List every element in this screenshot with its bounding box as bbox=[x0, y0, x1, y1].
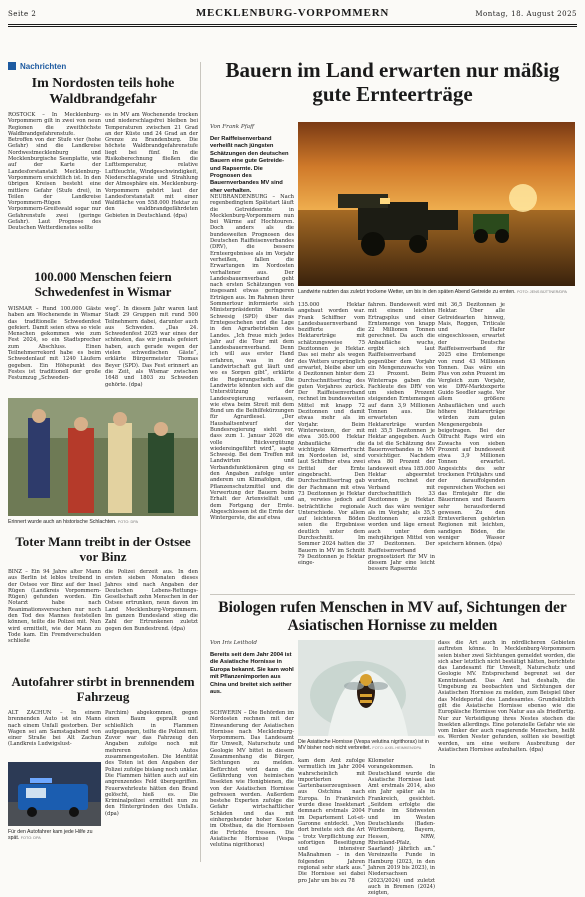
headline-binz: Toter Mann treibt in der Ostsee vor Binz bbox=[15, 534, 191, 564]
header-rule-thin bbox=[8, 26, 577, 27]
article-ernte-col4: mit 36,5 Dezitonnen je Hektar. Über alle Getreidearten hinweg, Mais, Roggen, Triticale und Hafer eingeschlossen, erwartet der Deutsche Raiffeisenverband für 2025 eine Erntemenge von rund 43 Millionen Tonnen. Das wäre ein Plus von zehn Prozent im Vergleich zum Vorjahr, wie DRV-Marktexperte Guido Seedler sagte. Vor allem größere Anbauflächen und auch höhere Hektarerträge würden zum guten Mengenergebnis beigetragen. Bei der Ölfrucht Raps wird ein Zuwachs von sieben Prozent auf bundesweit etwa 3,9 Millionen Tonnen erwartet. Angesichts des sehr trockenen Frühjahrs und der darauffolgenden regenreichen Wochen sei das Erntejahr für die Bäuerinnen und Bauern sehr herausfordernd gewesen. Zu den Ernteverlieren gehörten Regionen mit leichten, sandigen Böden, die weniger Wasser speichern können. (dpa) bbox=[438, 302, 505, 548]
photo-schwedenfest bbox=[8, 398, 198, 516]
photo-ernte bbox=[298, 122, 575, 286]
article-hornisse-col1: SCHWERIN – Die Behörden im Nordosten rechnen mit der Einwanderung der Asiatischen Hornisse nach Mecklenburg-Vorpommern. Das Landesamt für Umwelt, Naturschutz und Geologie MV bittet in diesem Zusammenhang die Bürger, Sichtungen zu melden. Befürchtet wird dann die Gefährdung von heimischen Insekten wie Honigbienen, die von der Asiatischen Hornisse gefressen werden. Außerdem bestehe Experten zufolge die Gefahr wirtschaftlicher Schäden und das mit einhergehender hoher Kosten im Obstbau, da die Hornissen die Früchte fressen. Die Asiatische Hornisse (Vespa velutina nigrithorax) bbox=[210, 710, 294, 849]
article-schwedenfest-col2: weg“. In diesem Jahr waren laut Stadt 29 Gruppen mit rund 500 Teilnehmern dabei, darunter auch aus Schweden. „Das 24. Schwedenfest 2025 war eines der schönsten, das wir jemals gefeiert haben, auch gerade wegen der vielen schwedischen Gäste“, erklärte Bürgermeister Thomas Beyer (SPD). Das Fest erinnert an die Zeit, als Wismar zwischen 1648 und 1803 zu Schweden gehörte. (dpa) bbox=[105, 306, 198, 388]
caption-ernte: Landwirte nutzten das zuletzt trockene Wetter, um bis in den späten Abend Getreide zu ernten. FOTO: JENS BÜTTNER/DPA bbox=[298, 289, 567, 295]
photo-hornisse bbox=[298, 640, 435, 736]
article-schwedenfest-col1: WISMAR – Rund 100.000 Gäste haben am Wochenende in Wismar das traditionelle Schwedenfest gefeiert. Damit seien etwa so viele Menschen gekommen wie zum Fest 2024, so ein Stadtsprecher zum Abschluss. Einen Teilnehmerrekord habe es beim Schwedenlauf mit 1240 Läufern gegeben. Ein Höhepunkt des Festes ist traditionell der große Festumzug „Schweden- bbox=[8, 306, 101, 382]
headline-ernte: Bauern im Land erwarten nur mäßig gute Ernteerträge bbox=[225, 58, 560, 106]
article-ernte-col2: 135.000 Hektar angebaut worden war. Frank Schiffner vom Landesbauernverband bezifferte die Hektarerträge mit schätzungsweise 75 Dezitonnen je Hektar. Das sei mehr als wegen des Wetters ursprünglich erwartet, bleibe aber um 4 Dezitonnen hinter dem Durchschnittsertrag des guten Vorjahres zurück. Der Raiffeisenverband rechnet im bundesweiten Mittel mit knapp 72 Dezitonnen und damit etwas mehr als im Vorjahr. Beim Winterweizen, der mit etwa 305.000 Hektar Anbaufläche die wichtigste Körnerfrucht im Nordosten ist, sind laut Schiffner etwa zwei Drittel der Ernte eingebracht. Den Durchschnittsertrag gab der Fachmann mit etwa 73 Dezitonnen je Hektar an, verwies jedoch auf beträchtliche regionale Unterschiede. Vor allem auf leichteren Böden seien die Ergebnisse deutlich unter dem Durchschnitt. Im Sommer 2024 hatten die Bauern in MV im Schnitt 79 Dezitonnen je Hektar einge- bbox=[298, 302, 365, 567]
headline-autofahrer: Autofahrer stirbt in brennendem Fahrzeug bbox=[11, 674, 195, 704]
article-autofahrer-col2: Parchim) abgekommen, gegen einen Baum geprallt und schließlich in Flammen aufgegangen, teilte die Polizei mit. Zuvor war das Fahrzeug den Angaben zufolge noch mit mehreren Autos zusammengestoßen. Die Identität des Toten ist den Angaben der Polizei zufolge bislang noch unklar. Die Flammen hätten auch auf ein angrenzendes Feld übergegriffen. Feuerwehrleute hätten den Brand gelöscht, hieß es. Die Kriminalpolizei ermittelt nun zu den Hintergründen des Unfalls. (dpa) bbox=[105, 710, 198, 817]
article-hornisse-col2: kam dem Amt zufolge vermutlich im Jahr 2004 wahrscheinlich mit importierten Gartenbauerzeugnissen aus Ostchina nach Europa. In Frankreich wurde diese Insektenart demnach erstmals 2004 im Departement Lot-et-Garonne entdeckt. „Von dort breitete sich die Art – trotz Verpflichtung zur sofortigen Beseitigung und intensiver Maßnahmen – in den folgenden Jahren regional sehr stark aus.“ Die Hornisse sei dabei pro Jahr um bis zu 78 bbox=[298, 758, 365, 884]
article-binz-col2: die Polizei derzeit aus. In den ersten sieben Monaten dieses Jahres sind nach Angaben der Deutschen Lebens-Rettungs-Gesellschaft zehn Menschen in der Ostsee ertrunken, neun davon im Land Mecklenburg-Vorpommern. Im ganzen Bundesland stieg die Zahl der Ertrunkenen zuletzt gegen den Bundestrend. (dpa) bbox=[105, 569, 198, 632]
article-hornisse-col4: dass die Art auch in nördlicheren Gebieten auftreten könne. In Mecklenburg-Vorpommern seien bisher zwei Sichtungen gemeldet worden, die sich aber letztlich nicht bestätigt hätten, berichtete das Landesamt für Umwelt, Naturschutz und Geologie MV. Entsprechend begrenzt sei der Kenntnisstand. Das Amt hat deshalb, die Umgebung zu beobachten und Sichtungen der Asiatischen Hornisse zu melden, zum Beispiel über das Meldeportal des Landesamtes. Grundsätzlich gilt die Asiatische Hornisse ebenso wie die Europäische Hornisse von Natur aus als friedfertig. Nur zur Verteidigung ihres Nestes stechen die Insekten allerdings. Eine potenzielle Gefahr wie sie vom Imker der auch reagierende Menschen, heißt es. Werden Nester gefunden, sollten sie beseitigt werden, um eine weitere Ausbreitung der Asiatischen Hornisse aufzuhalten. (dpa) bbox=[438, 640, 575, 754]
photo-autofahrer bbox=[8, 762, 101, 826]
caption-autofahrer: Für den Autofahrer kam jede Hilfe zu spät. FOTO: DPA bbox=[8, 829, 93, 842]
lead-ernte: Der Raiffeisenverband verheißt nach jüngsten Schätzungen den deutschen Bauern eine gute Getreide- und Rapsernte. Die Prognosen des Bauernverbandes MV sind eher verhalten. bbox=[210, 136, 289, 194]
page-header bbox=[8, 7, 577, 21]
byline-hornisse: Von Iris Leithold bbox=[210, 640, 257, 646]
headline-schwedenfest: 100.000 Menschen feiern Schwedenfest in Wismar bbox=[34, 269, 172, 299]
article-waldbrand-col2: es in MV am Wochenende trocken und niederschlagsfrei bleiben bei Temperaturen zwischen 21 Grad an der Küste und 24 Grad an der Grenze zu Brandenburg. Die höchste Waldbrandgefahrenstufe liegt bei fünf. In die Risikoberechnung fließen die Lufttemperatur, relative Luftfeuchte, Windgeschwindigkeit, Niederschlagsrate und Strahlung der Atmosphäre ein. Mecklenburg-Vorpommern gehört laut der Landesforstanstalt mit einer Waldfläche von 558.000 Hektar zu den waldbrandgefährdeten Gebieten in Deutschland. (dpa) bbox=[105, 112, 198, 219]
article-divider bbox=[210, 594, 575, 595]
article-hornisse-col3: Kilometer vorangekommen. In Deutschland wurde die Asiatische Hornisse laut Amt erstmals 2014, also ein Jahr später als in Frankreich, gesichtet. „Seitdem erfolgte die Funde im Südwesten und im Westen Deutschlands (Baden-Württemberg, Bayern, Hessen, NRW, Rheinland-Pfalz, Saarland) jährlich an.“ Vereinzelte Funde in Hamburg (2023, in den Jahren 2019 bis 2023), in Niedersachsen (2023/2024) und zuletzt auch in Bremen (2024) zeigten, bbox=[368, 758, 435, 897]
column-divider bbox=[200, 62, 201, 862]
article-ernte-col1: NEUBRANDENBURG – Nach regenbedingtem Spätstart läuft die Getreideernte in Mecklenburg-Vorpommern nun bei Wärme auf Hochtouren. Doch anders als die bundesweiten Prognosen des Deutschen Raiffeisenverbandes (DRV), die bessere Ernteergebnisse als im Vorjahr verheißen, fallen die Erwartungen im Nordosten verhaltener aus. Der Landesbauernverband geht nach ersten Schätzungen von insgesamt etwas geringeren Erträgen aus. Im Rahmen ihrer Sommertour informierte sich Ministerpräsidentin Manuela Schwesig (SPD) über das Erntegeschehen und die Lage in den Agrarbetrieben des Landes. „Ich freue mich jedes Jahr auf die Tour mit dem Landesbauernverband. Denn ich will aus erster Hand erfahren, was in der Landwirtschaft gut läuft und wo es Sorgen gibt“, erklärte die Regierungschefin. Die Landwirte könnten sich auf die Unterstützung der Landesregierung verlassen, wie etwa beim Streit mit dem Bund um die Beihilfekürzungen für Agrardiesel. „Der Haushaltsentwurf der Bundesregierung sieht vor, dass zum 1. Januar 2026 die volle Rückvergütung wiedereingeführt wird“, sagte Schwesig. Bei dem Treffen mit Landwirten und Verbandsfunktionären ging es den Angaben zufolge unter anderem um Klimafolgen, die Pflanzenschutzmittel und die Verwertung der Bauern beim Erhalt der Artenvielfalt und dem Fortgang der Ernte. Abgeschlossen ist die Ernte der Wintergerste, die auf etwa bbox=[210, 194, 294, 522]
page-date: Montag, 18. August 2025 bbox=[475, 10, 577, 18]
caption-schwedenfest: Erinnert wurde auch an historische Schlachten. FOTO: DPA bbox=[8, 519, 138, 525]
page-number: Seite 2 bbox=[8, 10, 37, 18]
section-title: MECKLENBURG-VORPOMMERN bbox=[195, 7, 390, 19]
headline-waldbrand: Im Nordosten teils hohe Waldbrandgefahr bbox=[31, 76, 175, 107]
headline-hornisse: Biologen rufen Menschen in MV auf, Sichtungen der Asiatischen Hornisse zu melden bbox=[218, 599, 567, 634]
lead-hornisse: Bereits seit dem Jahr 2004 ist die Asiatische Hornisse in Europa bekannt. Sie kam wohl mit Pflanzenimporten aus China und breitet sich seither aus. bbox=[210, 652, 294, 696]
section-label: Nachrichten bbox=[8, 62, 198, 71]
article-autofahrer-col1: ALT ZACHUN – In einem brennenden Auto ist ein Mann nach einem Unfall gestorben. Der Wagen sei am Samstagabend von einer Straße bei Alt Zachun (Landkreis Ludwigslust- bbox=[8, 710, 101, 748]
article-waldbrand-col1: ROSTOCK – In Mecklenburg-Vorpommern gilt in zwei von neun Regionen die zweithöchste Waldbrandgefahrenstufe. Betroffen von der Stufe vier (hohe Gefahr) sind die Landkreise Nordwestmecklenburg und Mecklenburgische Seenplatte, wie auf der Karte der Landesforstanstalt Mecklenburg-Vorpommern ersichtlich ist. In den übrigen Kreisen besteht eine mittlere Gefahr (Stufe drei), in Teilen der Landkreise Vorpommern-Rügen und Vorpommern-Greifswald sogar nur Gefahrenstufe zwei (geringe Gefahr). Laut Prognose des Deutschen Wetterdienstes sollte bbox=[8, 112, 101, 232]
caption-hornisse: Die Asiatische Hornisse (Vespa velutina nigrithorax) ist in MV bisher noch nicht verbreitet. FOTO: AXEL HEIMKEN/DPA bbox=[298, 739, 429, 752]
header-rule bbox=[8, 24, 577, 25]
article-binz-col1: BINZ – Ein 94 Jahre alter Mann aus Berlin ist leblos treibend in der Ostsee vor Binz auf der Insel Rügen (Landkreis Vorpommern-Rügen) gefunden worden. Ein Notarzt habe nach Reanimationsversuchen nur noch den Tod des Mannes feststellen können, teilte die Polizei mit. Nun wird ermittelt, wie der Mann zu Tode kam. Ein Fremdverschulden schließe bbox=[8, 569, 101, 645]
article-ernte-col3: fahren. Bundesweit wird mit einem leichten Ertragsplus und einer Erntemenge von knapp 22 Millionen Tonnen gerechnet. Da auch die Anbaufläche wuchs, ergibt sich laut Raiffeisenverband gegenüber dem Vorjahr ein Mengenzuwachs von 23 Prozent. Beim Winterraps gaben die Fachleute des DRV von um sieben Prozent steigenden Erntemengen auf dann 3,9 Millionen Tonnen aus. Die erwarteten Hektarerträge wurden mit 35,5 Dezitonnen je Hektar angegeben. Auch da ist die Schätzung des Bauernverbandes in MV vorsichtiger. Nachdem etwa 80 Prozent der landesweit etwa 185.000 Hektar abgeerntet wurden, rechnet der Verband mit durchschnittlich 33 Dezitonnen je Hektar. Auch das wäre weniger als im Vorjahr, als 35,5 Dezitonnen erzielt worden und läge erneut auch unter dem mehrjährigen Mittel von 37 Dezitonnen. Der Raiffeisenverband prognostiziert für MV in diesem Jahr eine leicht bessere Rapsernte bbox=[368, 302, 435, 573]
byline-ernte: Von Frank Pfaff bbox=[210, 124, 255, 130]
